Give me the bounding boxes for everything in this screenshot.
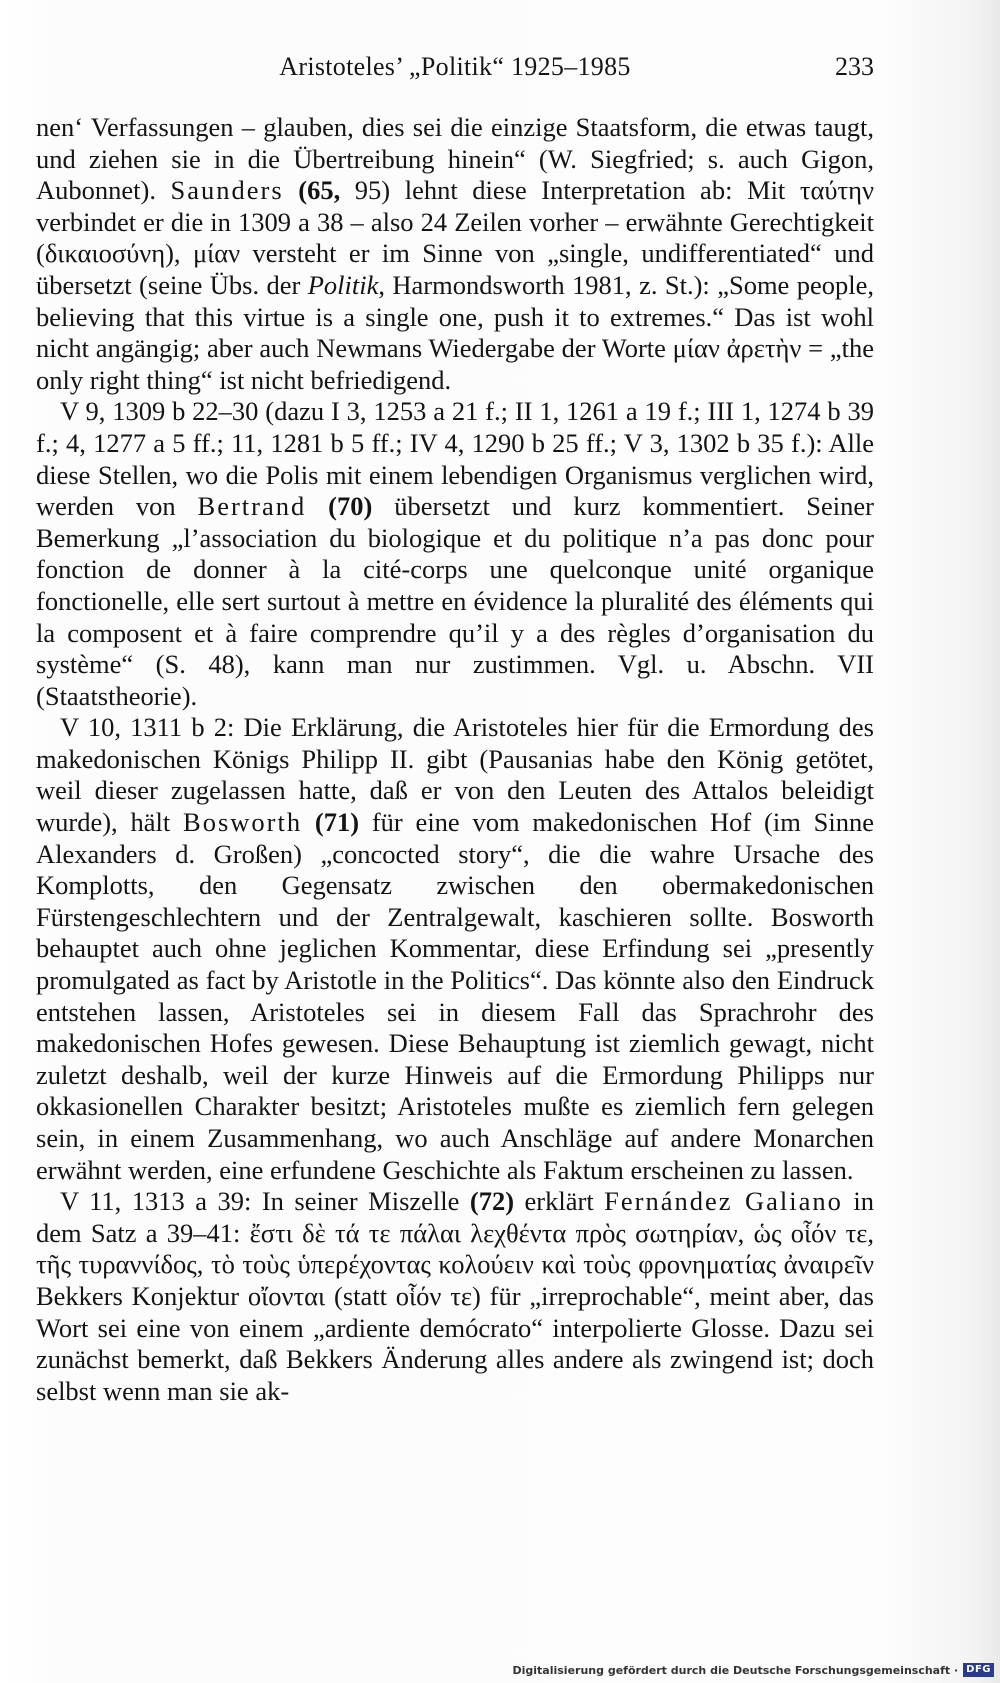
dfg-logo: DFG (963, 1663, 994, 1677)
reference-number: (71) (314, 807, 360, 838)
digitization-credit-text: Digitalisierung gefördert durch die Deutsche Forschungsgemeinschaft · (512, 1663, 959, 1677)
text-run: in dem Satz a 39–41: ἔστι δὲ τά τε πάλαι λεχθέντα πρὸς σωτηρίαν, ὡς οἷόν τε, τῆς τυραννίδος, τὸ τοὺς ὑπερέχοντας κολούειν καὶ τοὺς φρονηματίας ἀναιρεῖν Bekkers Konjektur οἴονται (statt οἷόν τε) für „irreprochable“, meint aber, das Wort sei eine von einem „ardiente demócrato“ interpolierte Glosse. Dazu sei zunächst bemerkt, daß Bekkers Änderung alles andere als zwingend ist; doch selbst wenn man sie ak- (36, 1186, 875, 1406)
text-run: nen‘ Verfassungen – glauben, dies sei die einzige Staatsform, die etwas taugt, und ziehen sie in die Übertreibung hinein“ (W. Siegfried; s. auch Gigon, Aubonnet). (36, 112, 874, 206)
text-run (302, 807, 315, 837)
text-run: erklärt (514, 1186, 605, 1217)
author-name: Saunders (170, 175, 284, 206)
text-run: für eine vom makedonischen Hof (im Sinne Alexanders d. Großen) „concocted story“, die die wahre Ursache des Komplotts, den Gegensatz zwischen den obermakedonischen Fürstengeschlechtern und der Zentralgewalt, kaschieren sollte. Bosworth behauptet auch ohne jeglichen Kommentar, diese Erfindung sei „presently promulgated as fact by Aristotle in the Politics“. Das könnte also den Eindruck entstehen lassen, Aristoteles sei in diesem Fall das Sprachrohr des makedonischen Hofes gewesen. Diese Behauptung ist ziemlich gewagt, nicht zuletzt deshalb, weil der kurze Hinweis auf die Ermordung Philipps nur okkasionellen Charakter besitzt; Aristoteles mußte es ziemlich fern gelegen sein, in einem Zusammenhang, wo auch Anschläge auf andere Monarchen erwähnt werden, eine erfundene Geschichte als Faktum erscheinen zu lassen. (36, 807, 875, 1185)
running-title: Aristoteles’ „Politik“ 1925–1985 (279, 52, 631, 81)
paragraph (36, 1186, 874, 1407)
reference-number: (65, (298, 175, 341, 206)
text-run: V 9, 1309 b 22–30 (dazu I 3, 1253 a 21 f.; II 1, 1261 a 19 f.; III 1, 1274 b 39 f.; 4, 1277 a 5 ff.; 11, 1281 b 5 ff.; IV 4, 1290 b 25 ff.; V 3, 1302 b 35 f.): Alle diese Stellen, wo die Polis mit einem lebendigen Organismus verglichen wird, werden von (36, 396, 874, 522)
text-run (306, 491, 328, 521)
reference-number: (70) (328, 491, 373, 522)
digitization-credit (512, 1663, 994, 1677)
author-name: Bertrand (197, 491, 307, 522)
text-run: übersetzt und kurz kommentiert. Seiner Bemerkung „l’association du biologique et du politique n’a pas donc pour fonction de donner à la cité-corps une quelconque unité organique fonctionelle, elle sert surtout à mettre en évidence la pluralité des éléments qui la composent et à faire comprendre qu’il y a des règles d’organisation du système“ (S. 48), kann man nur zustimmen. Vgl. u. Abschn. VII (Staatstheorie). (36, 491, 874, 711)
body-text (36, 112, 874, 1407)
author-name: Fernández Galiano (604, 1186, 843, 1217)
reference-number: (72) (469, 1186, 515, 1217)
paragraph (36, 112, 874, 396)
text-run: 95) lehnt diese Interpretation ab: Mit ταύτην verbindet er die in 1309 a 38 – also 24 Zeilen vorher – erwähnte Gerechtigkeit (δικαιοσύνη), μίαν versteht er im Sinne von „single, undifferentiated“ und übersetzt (seine Übs. der (36, 175, 875, 300)
page-header (36, 52, 874, 88)
text-run: V 10, 1311 b 2: Die Erklärung, die Aristoteles hier für die Ermordung des makedonischen Königs Philipp II. gibt (Pausanias habe den König getötet, weil dieser zugelassen hatte, daß er von den Leuten des Attalos beleidigt wurde), hält (36, 712, 874, 838)
text-run: , Harmondsworth 1981, z. St.): „Some people, believing that this virtue is a single one, push it to extremes.“ Das ist wohl nicht angängig; aber auch Newmans Wiedergabe der Worte μίαν ἀρετὴν = „the only right thing“ ist nicht befriedigend. (36, 269, 874, 395)
text-run (284, 175, 299, 205)
author-name: Bosworth (183, 807, 303, 838)
text-run: V 11, 1313 a 39: In seiner Miszelle (60, 1186, 470, 1217)
paragraph (36, 396, 874, 712)
paragraph (36, 712, 874, 1186)
page-number: 233 (835, 52, 874, 81)
italic-title: Politik (307, 269, 379, 300)
